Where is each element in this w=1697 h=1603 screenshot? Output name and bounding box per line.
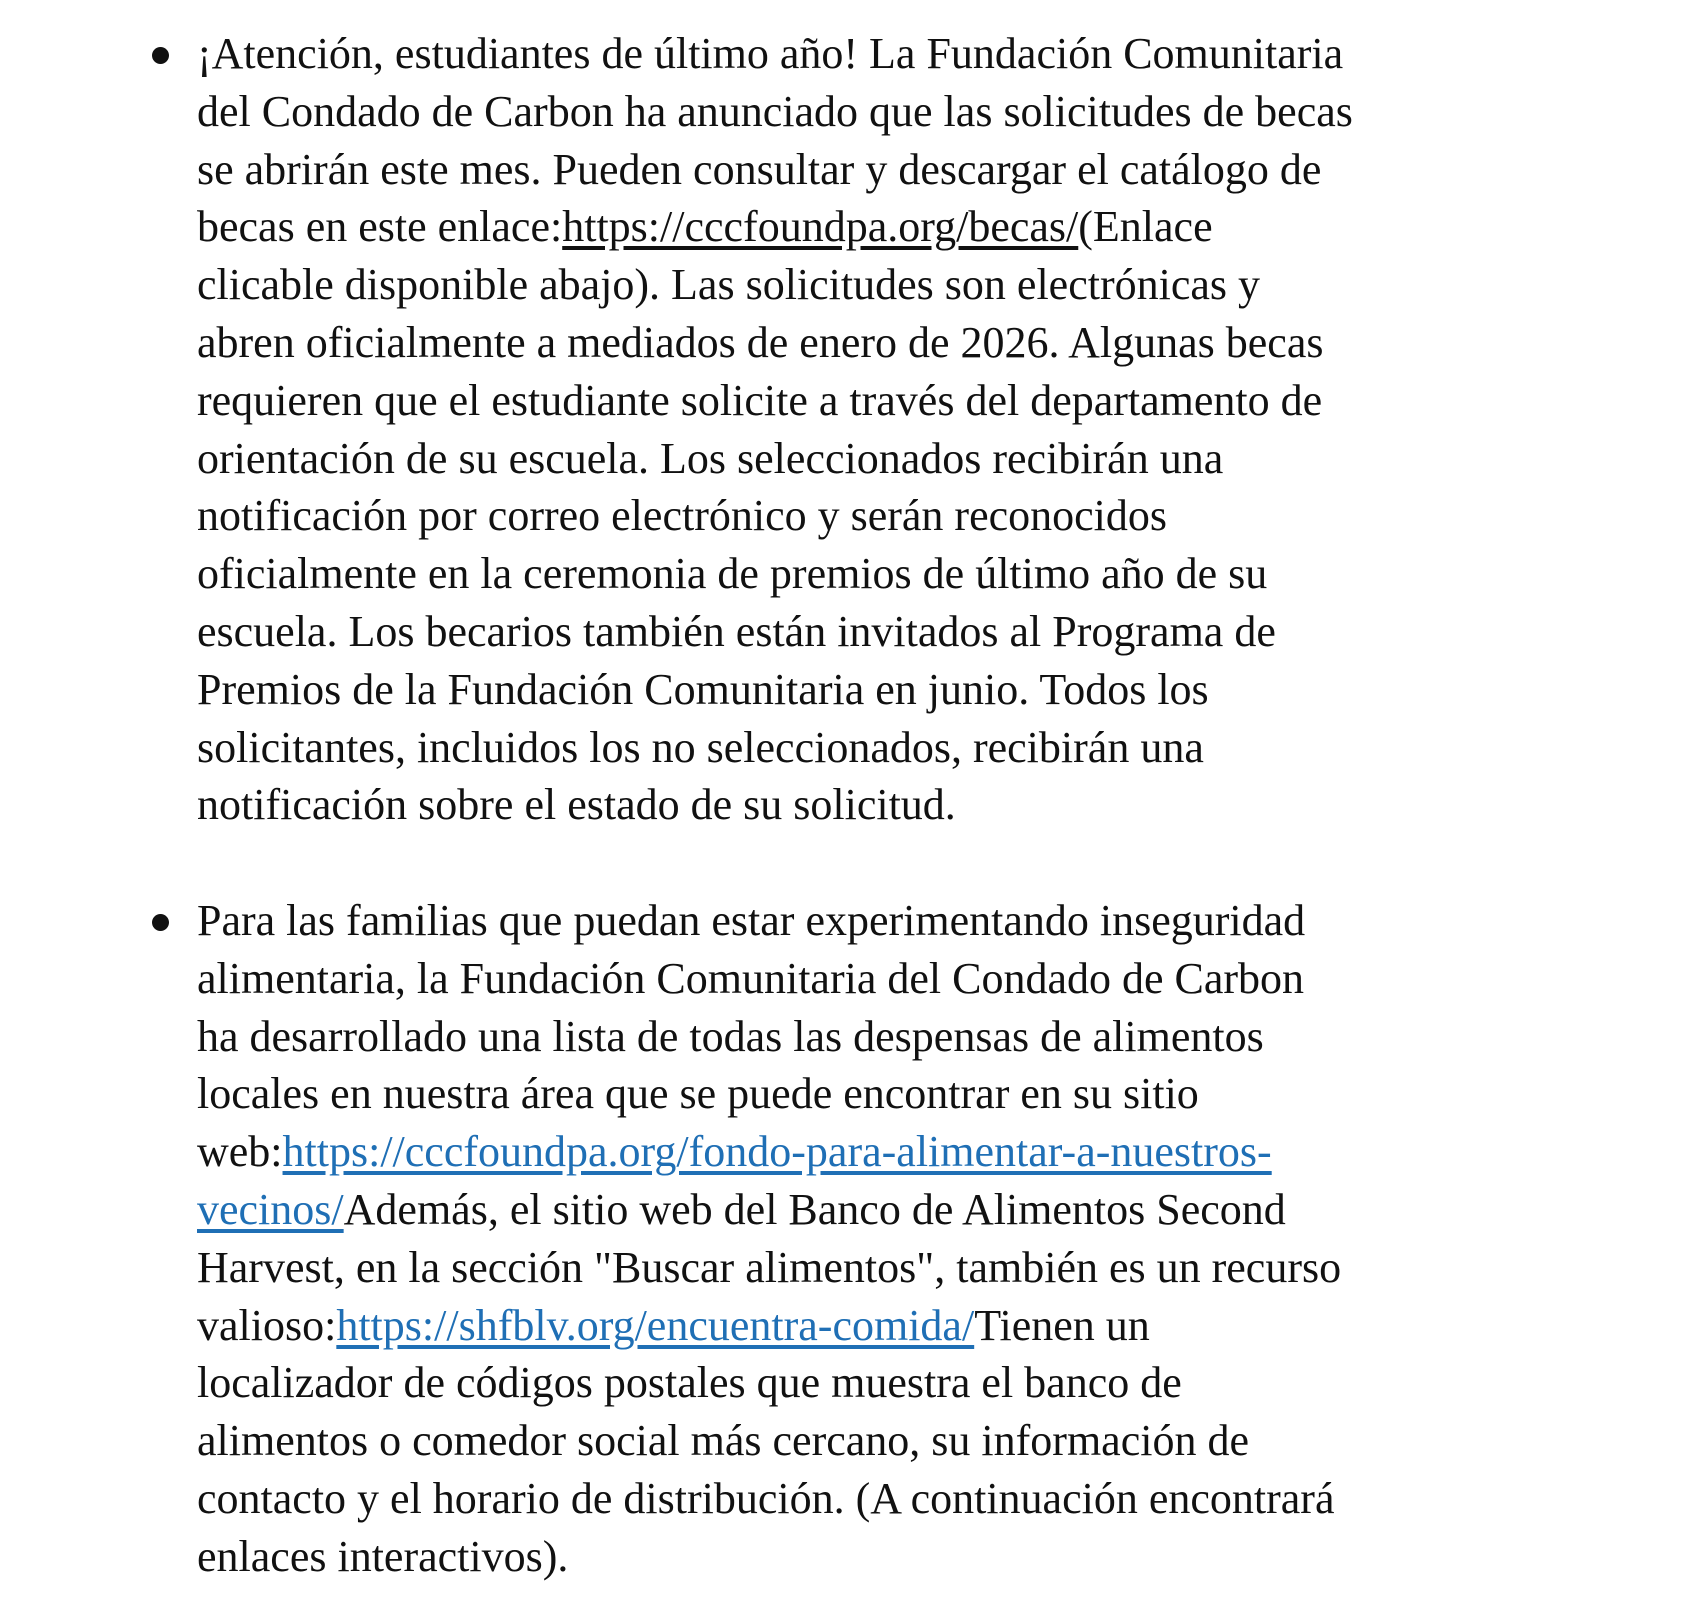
text-line: escuela. Los becarios también están invitados al Programa de — [197, 606, 1276, 656]
bullet-icon — [152, 914, 169, 931]
text-line: notificación por correo electrónico y serán reconocidos — [197, 491, 1168, 541]
text-line: localizador de códigos postales que muestra el banco de — [197, 1358, 1182, 1408]
text-line: Premios de la Fundación Comunitaria en junio. Todos los — [197, 664, 1209, 714]
find-food-link[interactable]: https://shfblv.org/encuentra-comida/ — [336, 1300, 975, 1350]
text-line: alimentaria, la Fundación Comunitaria del Condado de Carbon — [197, 953, 1305, 1003]
text-line: alimentos o comedor social más cercano, su información de — [197, 1416, 1249, 1466]
text-line: se abrirán este mes. Pueden consultar y descargar el catálogo de — [197, 144, 1322, 194]
bullet-icon — [152, 47, 169, 64]
text-line: clicable disponible abajo). Las solicitudes son electrónicas y — [197, 260, 1261, 310]
text-segment: Tienen un — [974, 1300, 1150, 1350]
text-line: Harvest, en la sección "Buscar alimentos", también es un recurso — [197, 1242, 1342, 1292]
text-segment: (Enlace — [1078, 202, 1213, 252]
text-line: Para las familias que puedan estar experimentando inseguridad — [197, 896, 1306, 945]
food-insecurity-announcement — [197, 892, 1617, 1586]
text-line: solicitantes, incluidos los no seleccionados, recibirán una — [197, 722, 1204, 772]
text-line: locales en nuestra área que se puede encontrar en su sitio — [197, 1069, 1199, 1119]
text-line: oficialmente en la ceremonia de premios de último año de su — [197, 549, 1268, 599]
becas-link[interactable]: https://cccfoundpa.org/becas/ — [562, 202, 1079, 252]
food-fund-link-cont[interactable]: vecinos/ — [197, 1184, 344, 1234]
text-segment: web: — [197, 1127, 283, 1177]
text-line: abren oficialmente a mediados de enero de 2026. Algunas becas — [197, 317, 1324, 367]
food-fund-link[interactable]: https://cccfoundpa.org/fondo-para-alimentar-a-nuestros- — [282, 1127, 1272, 1177]
text-line — [197, 198, 1617, 256]
text-line — [197, 1297, 1617, 1355]
text-line: ha desarrollado una lista de todas las despensas de alimentos — [197, 1011, 1264, 1061]
text-line — [197, 1181, 1617, 1239]
text-segment: becas en este enlace: — [197, 202, 563, 252]
text-segment: Además, el sitio web del Banco de Alimentos Second — [343, 1184, 1286, 1234]
scholarship-announcement — [197, 25, 1617, 834]
text-line: ¡Atención, estudiantes de último año! La Fundación Comunitaria — [197, 29, 1344, 78]
text-line: requieren que el estudiante solicite a través del departamento de — [197, 375, 1323, 425]
text-line: del Condado de Carbon ha anunciado que las solicitudes de becas — [197, 86, 1353, 136]
text-line: orientación de su escuela. Los seleccionados recibirán una — [197, 433, 1224, 483]
text-line: contacto y el horario de distribución. (A continuación encontrará — [197, 1473, 1335, 1523]
text-line: enlaces interactivos). — [197, 1531, 569, 1581]
text-line: notificación sobre el estado de su solicitud. — [197, 780, 956, 830]
text-line — [197, 1123, 1617, 1181]
text-segment: valioso: — [197, 1300, 337, 1350]
